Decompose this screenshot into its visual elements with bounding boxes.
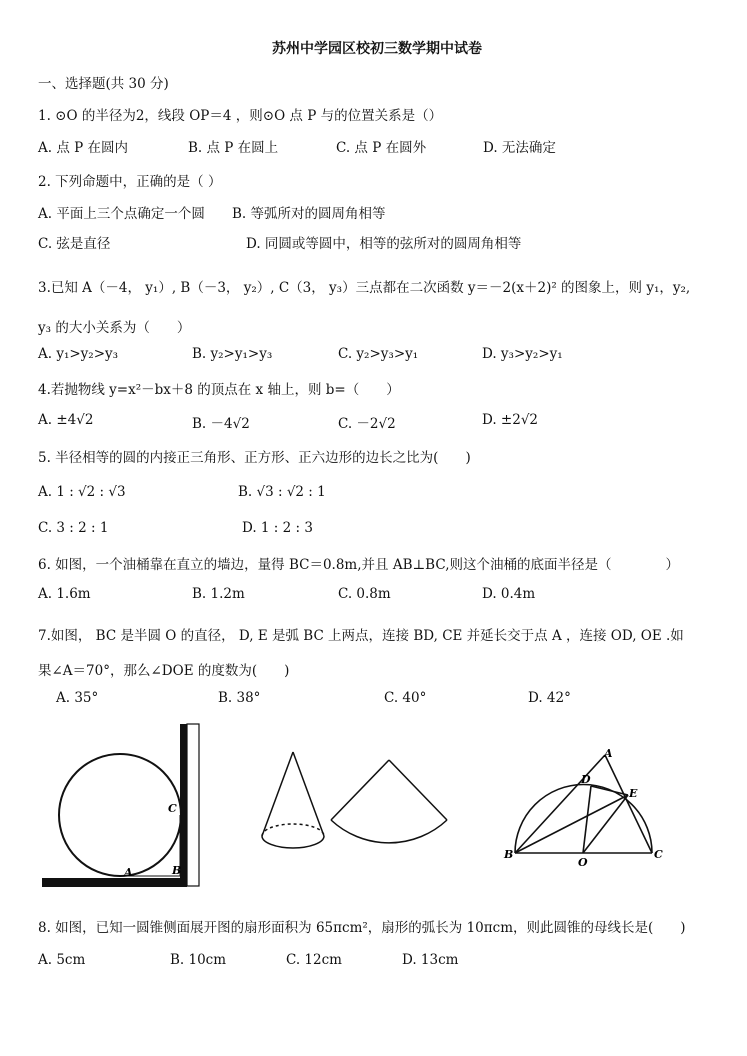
q5-option-a[interactable]: A. 1 : √2 : √3: [38, 484, 126, 500]
question-3-stem: 3.已知 A（－4， y₁）, B（－3， y₂）, C（3， y₃）三点都在二次函数 y＝－2(x＋2)² 的图象上，则 y₁，y₂,: [38, 280, 691, 296]
q2-option-b[interactable]: B. 等弧所对的圆周角相等: [232, 206, 386, 222]
section-heading: 一、选择题(共 30 分): [38, 76, 169, 92]
question-6-stem: 6. 如图，一个油桶靠在直立的墙边，量得 BC＝0.8m,并且 AB⊥BC,则这个油桶的底面半径是（ ）: [38, 557, 679, 573]
fig1-label-c: C: [168, 802, 177, 815]
q6-option-d[interactable]: D. 0.4m: [482, 586, 536, 602]
question-4-stem: 4.若抛物线 y=x²－bx＋8 的顶点在 x 轴上，则 b=（ ）: [38, 382, 400, 398]
q4-option-c[interactable]: C. －2√2: [338, 416, 396, 432]
q7-option-a[interactable]: A. 35°: [56, 690, 99, 706]
page-title: 苏州中学园区校初三数学期中试卷: [272, 41, 482, 57]
fig1-label-a: A: [124, 866, 133, 879]
q7-option-c[interactable]: C. 40°: [384, 690, 427, 706]
question-2-stem: 2. 下列命题中，正确的是（ ）: [38, 174, 222, 190]
q3-option-a[interactable]: A. y₁>y₂>y₃: [38, 346, 119, 362]
q8-option-b[interactable]: B. 10cm: [170, 952, 227, 968]
q6-option-c[interactable]: C. 0.8m: [338, 586, 391, 602]
question-7-stem-cont: 果∠A＝70°，那么∠DOE 的度数为( ): [38, 663, 290, 679]
q5-option-b[interactable]: B. √3 : √2 : 1: [238, 484, 326, 500]
q7-option-d[interactable]: D. 42°: [528, 690, 571, 706]
q4-option-d[interactable]: D. ±2√2: [482, 412, 539, 428]
fig3-label-d: D: [581, 773, 591, 786]
q1-option-a[interactable]: A. 点 P 在圆内: [38, 140, 128, 156]
question-5-stem: 5. 半径相等的圆的内接正三角形、正方形、正六边形的边长之比为( ): [38, 450, 471, 466]
q1-option-d[interactable]: D. 无法确定: [483, 140, 556, 156]
fig3-label-c: C: [654, 848, 663, 861]
q4-option-a[interactable]: A. ±4√2: [38, 412, 94, 428]
q2-option-c[interactable]: C. 弦是直径: [38, 236, 111, 252]
q2-option-a[interactable]: A. 平面上三个点确定一个圆: [38, 206, 205, 222]
fig3-label-b: B: [504, 848, 514, 861]
q6-option-a[interactable]: A. 1.6m: [38, 586, 91, 602]
question-8-stem: 8. 如图，已知一圆锥侧面展开图的扇形面积为 65πcm²，扇形的弧长为 10πcm，则此圆锥的母线长是( ): [38, 920, 686, 936]
fig3-label-o: O: [578, 856, 588, 869]
question-7-stem: 7.如图， BC 是半圆 O 的直径， D, E 是弧 BC 上两点，连接 BD, CE 并延长交于点 A ，连接 OD, OE .如: [38, 628, 684, 644]
q6-option-b[interactable]: B. 1.2m: [192, 586, 245, 602]
q7-option-b[interactable]: B. 38°: [218, 690, 261, 706]
fig1-label-b: B: [172, 864, 182, 877]
question-1-stem: 1. ⊙O 的半径为2，线段 OP＝4 ，则⊙O 点 P 与的位置关系是（）: [38, 108, 443, 124]
q3-option-d[interactable]: D. y₃>y₂>y₁: [482, 346, 563, 362]
q8-option-c[interactable]: C. 12cm: [286, 952, 342, 968]
fig3-label-e: E: [629, 787, 638, 800]
q4-option-b[interactable]: B. －4√2: [192, 416, 250, 432]
q8-option-d[interactable]: D. 13cm: [402, 952, 459, 968]
q3-option-c[interactable]: C. y₂>y₃>y₁: [338, 346, 419, 362]
question-3-stem-cont: y₃ 的大小关系为（ ）: [38, 320, 191, 336]
q8-option-a[interactable]: A. 5cm: [38, 952, 86, 968]
fig3-label-a: A: [604, 747, 613, 760]
q5-option-d[interactable]: D. 1 : 2 : 3: [242, 520, 313, 536]
q5-option-c[interactable]: C. 3 : 2 : 1: [38, 520, 109, 536]
q2-option-d[interactable]: D. 同圆或等圆中，相等的弦所对的圆周角相等: [246, 236, 522, 252]
q1-option-b[interactable]: B. 点 P 在圆上: [188, 140, 279, 156]
q3-option-b[interactable]: B. y₂>y₁>y₃: [192, 346, 273, 362]
q1-option-c[interactable]: C. 点 P 在圆外: [336, 140, 427, 156]
